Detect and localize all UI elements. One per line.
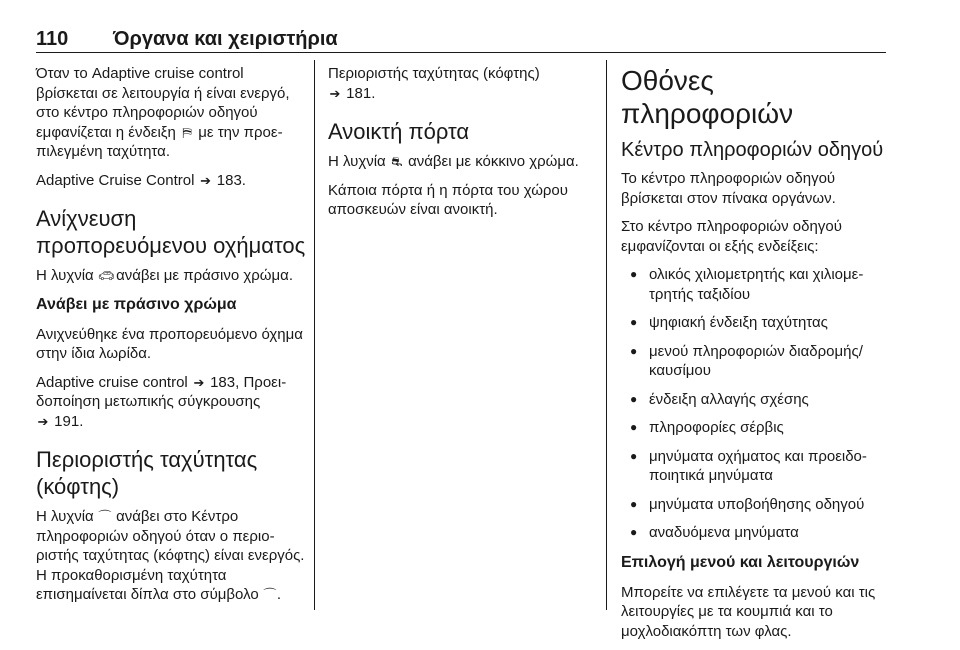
speed-limiter-icon: ⌒	[98, 509, 112, 524]
subsection-heading: Ανάβει με πράσινο χρώμα	[36, 295, 237, 313]
column-divider	[314, 60, 315, 610]
column-3	[621, 64, 891, 650]
page-reference[interactable]: 191.	[54, 412, 84, 430]
paragraph: Περιοριστής ταχύτητας (κόφτης) ➔ 181.	[328, 65, 540, 102]
header-rule	[36, 52, 886, 53]
page-number: 110	[36, 28, 69, 50]
section-heading: Ανοικτή πόρτα	[328, 119, 470, 144]
paragraph: Η λυχνία ⌒ ανάβει στο Κέντρο πληροφοριών οδηγού όταν ο περιοριστής ταχύτητας (κόφτης) είναι ενεργός. Η προκαθορισμένη ταχύτητα επισημαίνεται δίπλα στο σύμβολο ⌒.	[36, 508, 305, 603]
paragraph: Κάποια πόρτα ή η πόρτα του χώρου αποσκευών είναι ανοικτή.	[328, 181, 568, 218]
list-item: ● μενού πληροφοριών διαδρομής/ καυσίμου	[621, 342, 891, 381]
paragraph: Όταν το Adaptive cruise control βρίσκεται σε λειτουργία ή είναι ενεργό, στο κέντρο πληροφοριών οδηγού εμφανίζεται η ένδειξη ⛿ με την προεπιλεγμένη ταχύτητα.	[36, 65, 290, 160]
list-item: ● ολικός χιλιομετρητής και χιλιομετρητής ταξιδίου	[621, 265, 891, 304]
page-ref-arrow-icon: ➔	[193, 374, 205, 390]
door-open-icon: ⛐	[391, 154, 403, 169]
section-heading: Περιοριστής ταχύτητας (κόφτης)	[36, 447, 258, 499]
speed-setting-icon: ⛿	[182, 124, 192, 140]
page-ref-arrow-icon: ➔	[329, 85, 341, 101]
page-reference[interactable]: 181.	[346, 84, 376, 102]
page-header	[36, 28, 886, 52]
paragraph: Στο κέντρο πληροφοριών οδηγού εμφανίζονται οι εξής ενδείξεις:	[621, 218, 842, 255]
page-ref-arrow-icon: ➔	[200, 172, 212, 188]
paragraph: Adaptive cruise control ➔ 183, Προειδοποίηση μετωπικής σύγκρουσης ➔ 191.	[36, 373, 287, 430]
paragraph: Μπορείτε να επιλέγετε τα μενού και τις λειτουργίες με τα κουμπιά και το μοχλοδιακόπτη των φλας.	[621, 583, 876, 640]
paragraph: Το κέντρο πληροφοριών οδηγού βρίσκεται στον πίνακα οργάνων.	[621, 170, 836, 207]
subsection-heading: Επιλογή μενού και λειτουργιών	[621, 553, 860, 571]
paragraph: Η λυχνία 🚗︎ ανάβει με πράσινο χρώμα.	[36, 267, 293, 284]
column-divider	[606, 60, 607, 610]
chapter-title: Όργανα και χειριστήρια	[113, 28, 338, 50]
info-list	[621, 265, 891, 543]
column-2	[328, 64, 598, 229]
list-item: ● ένδειξη αλλαγής σχέσης	[621, 390, 891, 410]
column-1	[36, 64, 308, 614]
car-ahead-icon: 🚗︎	[97, 268, 115, 283]
paragraph: Η λυχνία ⛐ ανάβει με κόκκινο χρώμα.	[328, 153, 579, 170]
page-reference[interactable]: 183.	[216, 171, 246, 189]
list-item: ● μηνύματα οχήματος και προειδοποιητικά μηνύματα	[621, 447, 891, 486]
section-heading: Ανίχνευση προπορευόμενου οχήματος	[36, 206, 306, 258]
section-title: Οθόνες πληροφοριών	[621, 65, 794, 129]
list-item: ● αναδυόμενα μηνύματα	[621, 523, 891, 543]
page-ref-arrow-icon: ➔	[37, 413, 49, 429]
list-item: ● πληροφορίες σέρβις	[621, 418, 891, 438]
paragraph: Adaptive Cruise Control ➔ 183.	[36, 171, 246, 189]
list-item: ● ψηφιακή ένδειξη ταχύτητας	[621, 313, 891, 333]
subsection-title: Κέντρο πληροφοριών οδηγού	[621, 139, 884, 161]
paragraph: Ανιχνεύθηκε ένα προπορευόμενο όχημα στην ίδια λωρίδα.	[36, 325, 303, 362]
list-item: ● μηνύματα υποβοήθησης οδηγού	[621, 495, 891, 515]
speed-limiter-icon: ⌒	[263, 587, 277, 602]
page-reference[interactable]: 183, Προειδοποίηση μετωπικής σύγκρουσης	[36, 373, 287, 410]
